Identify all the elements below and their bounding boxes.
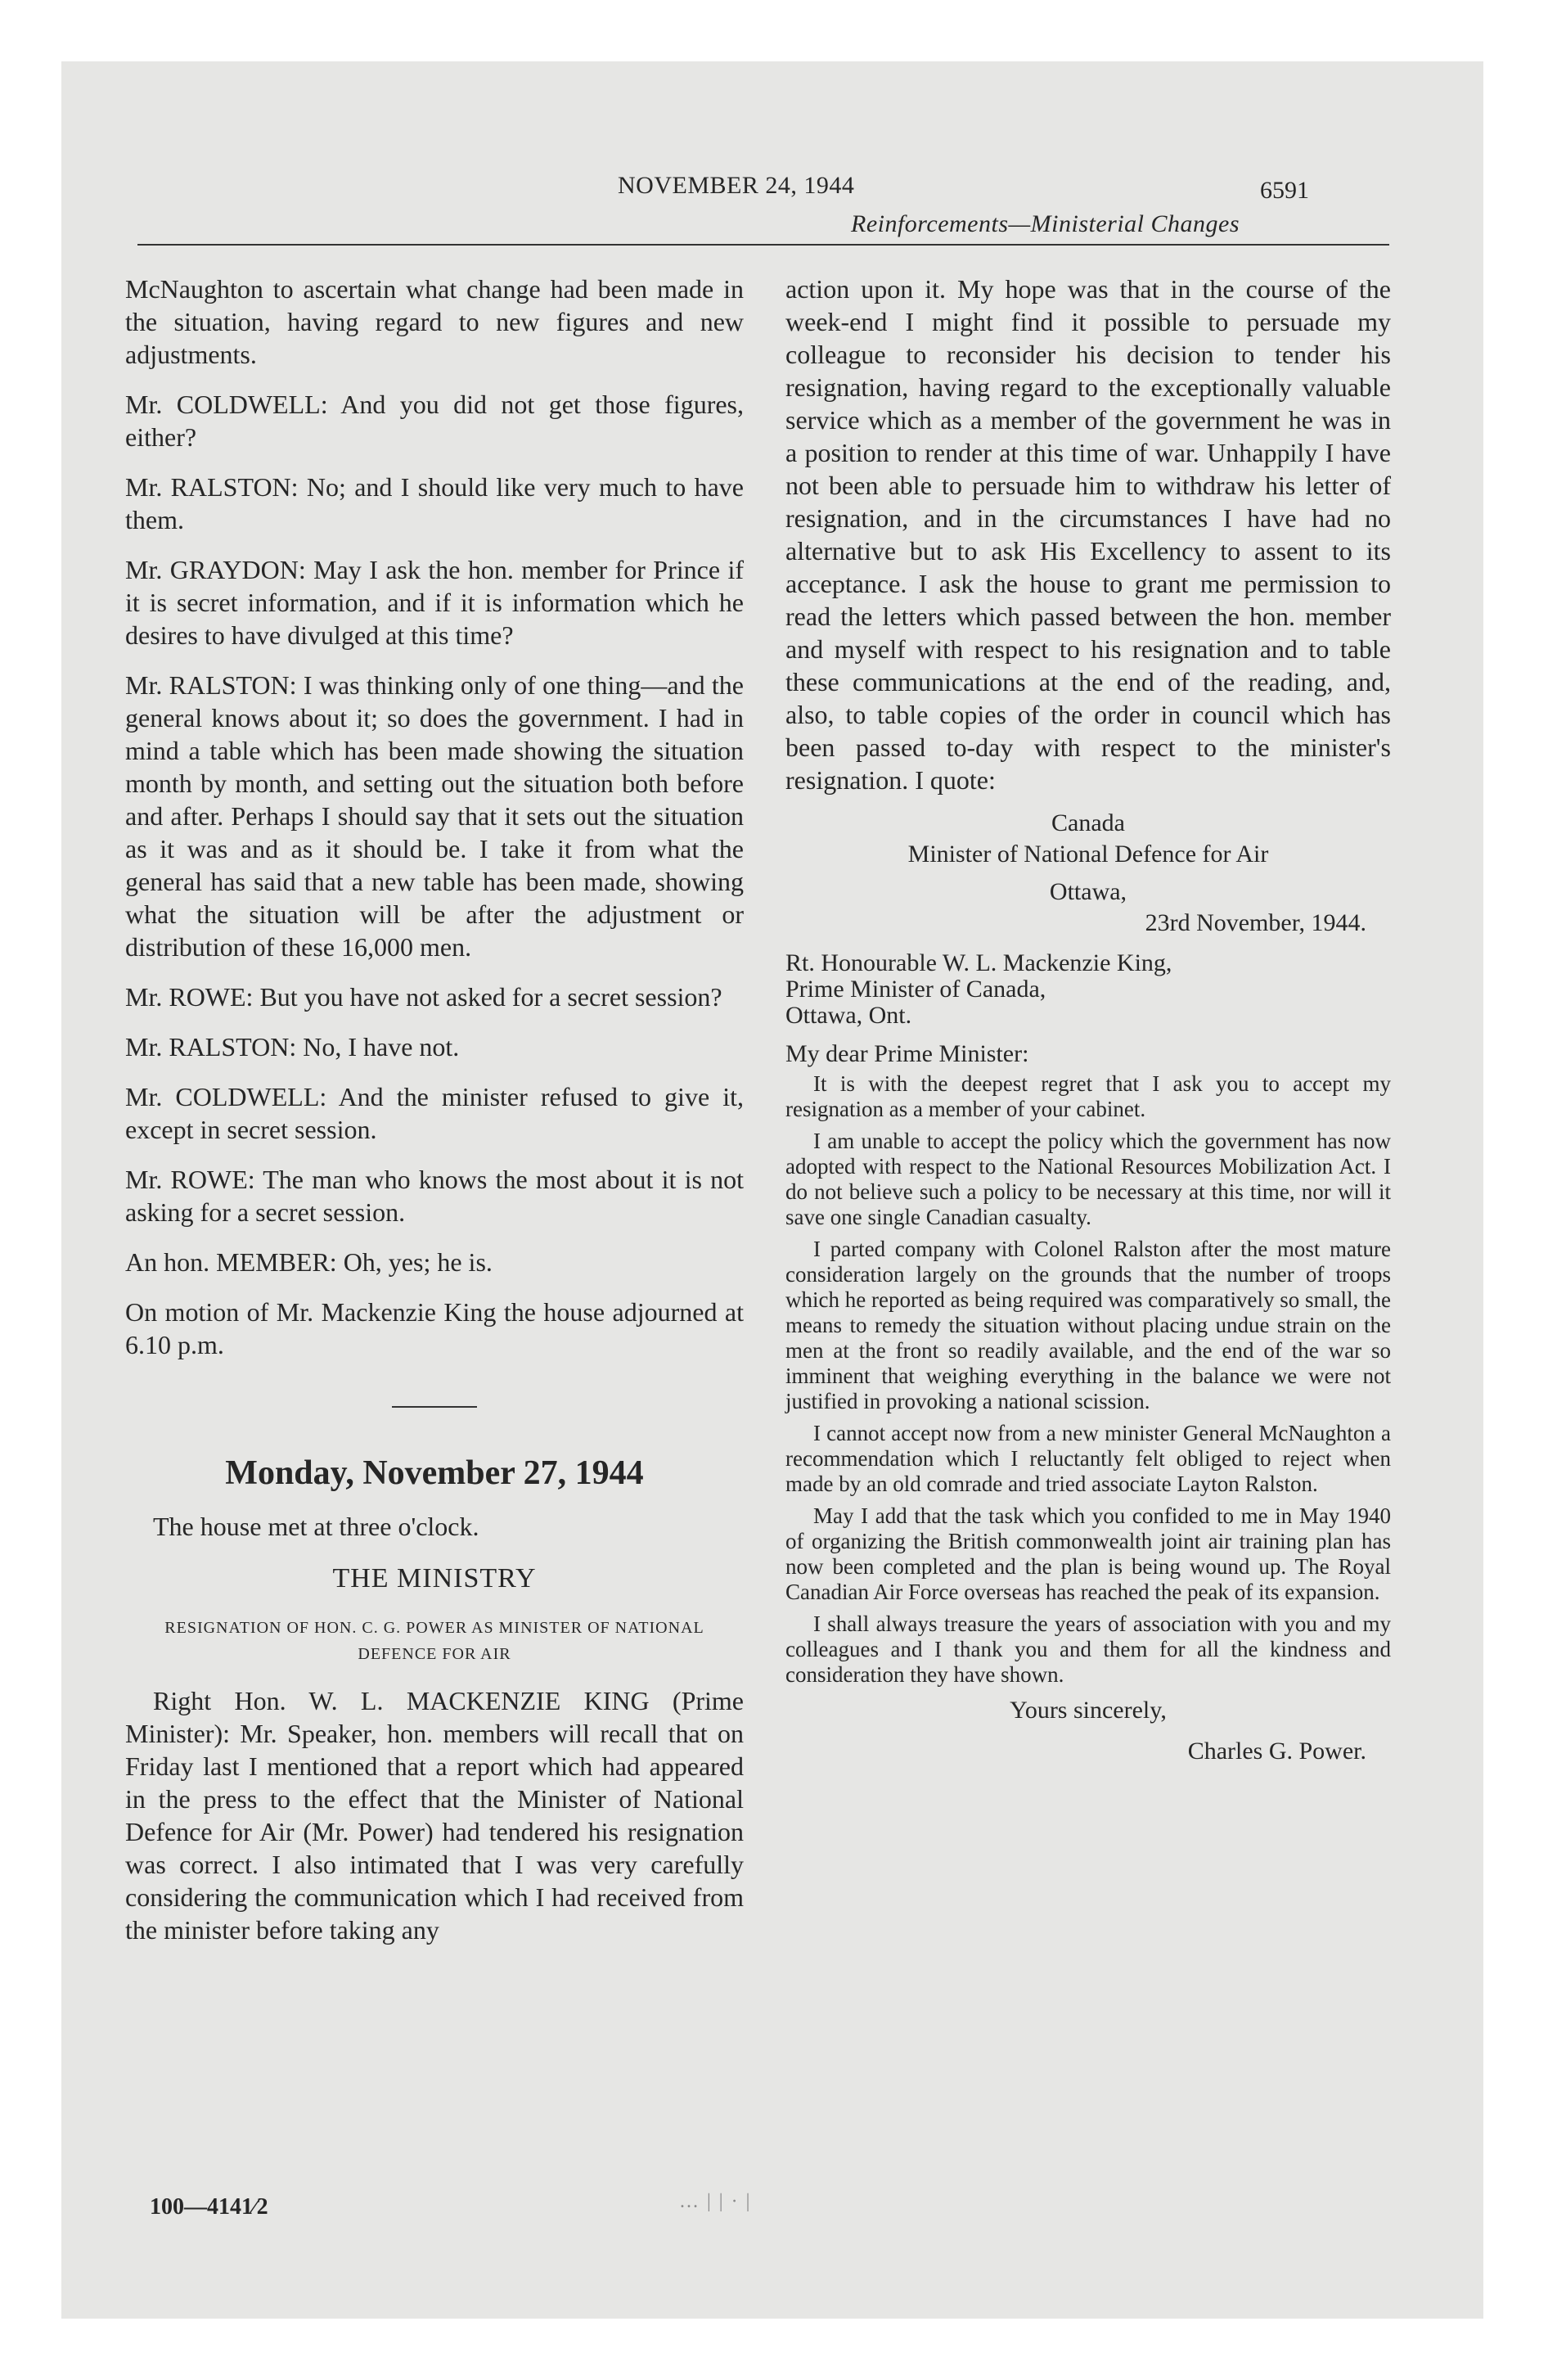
letter-date: 23rd November, 1944. xyxy=(1145,909,1366,936)
paragraph: Right Hon. W. L. MACKENZIE KING (Prime Minister): Mr. Speaker, hon. members will recall that on Friday last I mentioned that a report which had appeared in the press to the effect that the Minister of National Defence for Air (Mr. Power) had tendered his resignation was correct. I also intimated that I was very carefully considering the communication which I had received from the minister before taking any xyxy=(125,1686,744,1945)
section-divider xyxy=(392,1406,477,1408)
paragraph: Mr. COLDWELL: And you did not get those figures, either? xyxy=(125,390,744,452)
section-title: THE MINISTRY xyxy=(332,1563,537,1593)
paragraph: Mr. ROWE: The man who knows the most about it is not asking for a secret session. xyxy=(125,1165,744,1227)
paragraph: action upon it. My hope was that in the course of the week-end I might find it possible to persuade my colleague to reconsider his decision to tender his resignation, having regard to the exceptionally valuable service which as a member of the government he was in a position to render at this time of war. Unhappily I have not been able to persuade him to withdraw his letter of resignation, and in the circumstances I have had no alternative but to ask His Excellency to assent to its acceptance. I ask the house to grant me permission to read the letters which passed between the hon. member and myself with respect to his resignation and to table these communications at the end of the reading, and, also, to table copies of the order in council which has been passed to-day with respect to the minister's resignation. I quote: xyxy=(785,274,1391,795)
left-column xyxy=(125,273,744,1946)
header-date: NOVEMBER 24, 1944 xyxy=(618,172,855,199)
paragraph: Mr. GRAYDON: May I ask the hon. member for Prince if it is secret information, and if it is information which he desires to have divulged at this time? xyxy=(125,555,744,650)
letter-paragraph: I cannot accept now from a new minister General McNaughton a recommendation which I reluctantly felt obliged to reject when made by an old comrade and tried associate Layton Ralston. xyxy=(785,1421,1391,1496)
letter-salutation: My dear Prime Minister: xyxy=(785,1040,1029,1067)
paragraph: Mr. COLDWELL: And the minister refused to give it, except in secret session. xyxy=(125,1082,744,1144)
letter-paragraph: I shall always treasure the years of association with you and my colleagues and I thank you and them for all the kindness and consideration they have shown. xyxy=(785,1611,1391,1687)
letter-address: Rt. Honourable W. L. Mackenzie King, xyxy=(785,949,1172,976)
paragraph: On motion of Mr. Mackenzie King the house adjourned at 6.10 p.m. xyxy=(125,1297,744,1359)
paragraph: An hon. MEMBER: Oh, yes; he is. xyxy=(125,1247,493,1277)
right-column xyxy=(785,273,1391,1766)
paragraph: Mr. RALSTON: No, I have not. xyxy=(125,1032,460,1062)
letter-place: Ottawa, xyxy=(1049,878,1127,905)
subsection-title: RESIGNATION OF HON. C. G. POWER AS MINISTER OF NATIONAL DEFENCE FOR AIR xyxy=(164,1619,704,1663)
letter-signature: Charles G. Power. xyxy=(1187,1738,1366,1765)
letter-head: Minister of National Defence for Air xyxy=(907,841,1269,868)
letter-paragraph: It is with the deepest regret that I ask you to accept my resignation as a member of your cabinet. xyxy=(785,1071,1391,1121)
header-subtitle: Reinforcements—Ministerial Changes xyxy=(851,210,1240,237)
letter-paragraph: I parted company with Colonel Ralston after the most mature consideration largely on the grounds that the number of troops which he reported as being required was comparatively so small, the means to remedy the situation without placing undue strain on the men at the front so readily available, and the end of the war so imminent that weighing everything in the balance we were not justified in provoking a national scission. xyxy=(785,1237,1392,1413)
letter-address: Prime Minister of Canada, xyxy=(785,976,1046,1003)
paragraph: Mr. ROWE: But you have not asked for a secret session? xyxy=(125,982,722,1012)
letter-head: Canada xyxy=(1051,809,1125,836)
paragraph: Mr. RALSTON: No; and I should like very much to have them. xyxy=(125,472,744,534)
header-rule xyxy=(137,244,1389,246)
quoted-letter xyxy=(785,808,1391,1766)
paragraph: McNaughton to ascertain what change had been made in the situation, having regard to new figures and new adjustments. xyxy=(125,274,744,369)
footer-code: 100—4141⁄2 xyxy=(150,2194,268,2220)
paragraph: The house met at three o'clock. xyxy=(153,1512,479,1541)
paragraph: Mr. RALSTON: I was thinking only of one thing—and the general knows about it; so does the government. I had in mind a table which has been made showing the situation month by month, and setting out the situation both before and after. Perhaps I should say that it sets out the situation as it was and as it should be. I take it from what the general has said that a new table has been made, showing what the situation will be after the adjustment or distribution of these 16,000 men. xyxy=(125,670,744,962)
letter-paragraph: May I add that the task which you confided to me in May 1940 of organizing the British commonwealth joint air training plan has now been completed and the plan is being wound up. The Royal Canadian Air Force overseas has reached the peak of its expansion. xyxy=(785,1503,1391,1604)
scan-marks: … | | · | xyxy=(679,2191,752,2212)
letter-paragraph: I am unable to accept the policy which the government has now adopted with respect to the National Resources Mobilization Act. I do not believe such a policy to be necessary at this time, nor will it save one single Canadian casualty. xyxy=(785,1129,1391,1229)
letter-closing: Yours sincerely, xyxy=(1010,1697,1167,1724)
page-number: 6591 xyxy=(1260,177,1309,204)
letter-address: Ottawa, Ont. xyxy=(785,1002,912,1029)
date-heading: Monday, November 27, 1944 xyxy=(225,1454,644,1492)
